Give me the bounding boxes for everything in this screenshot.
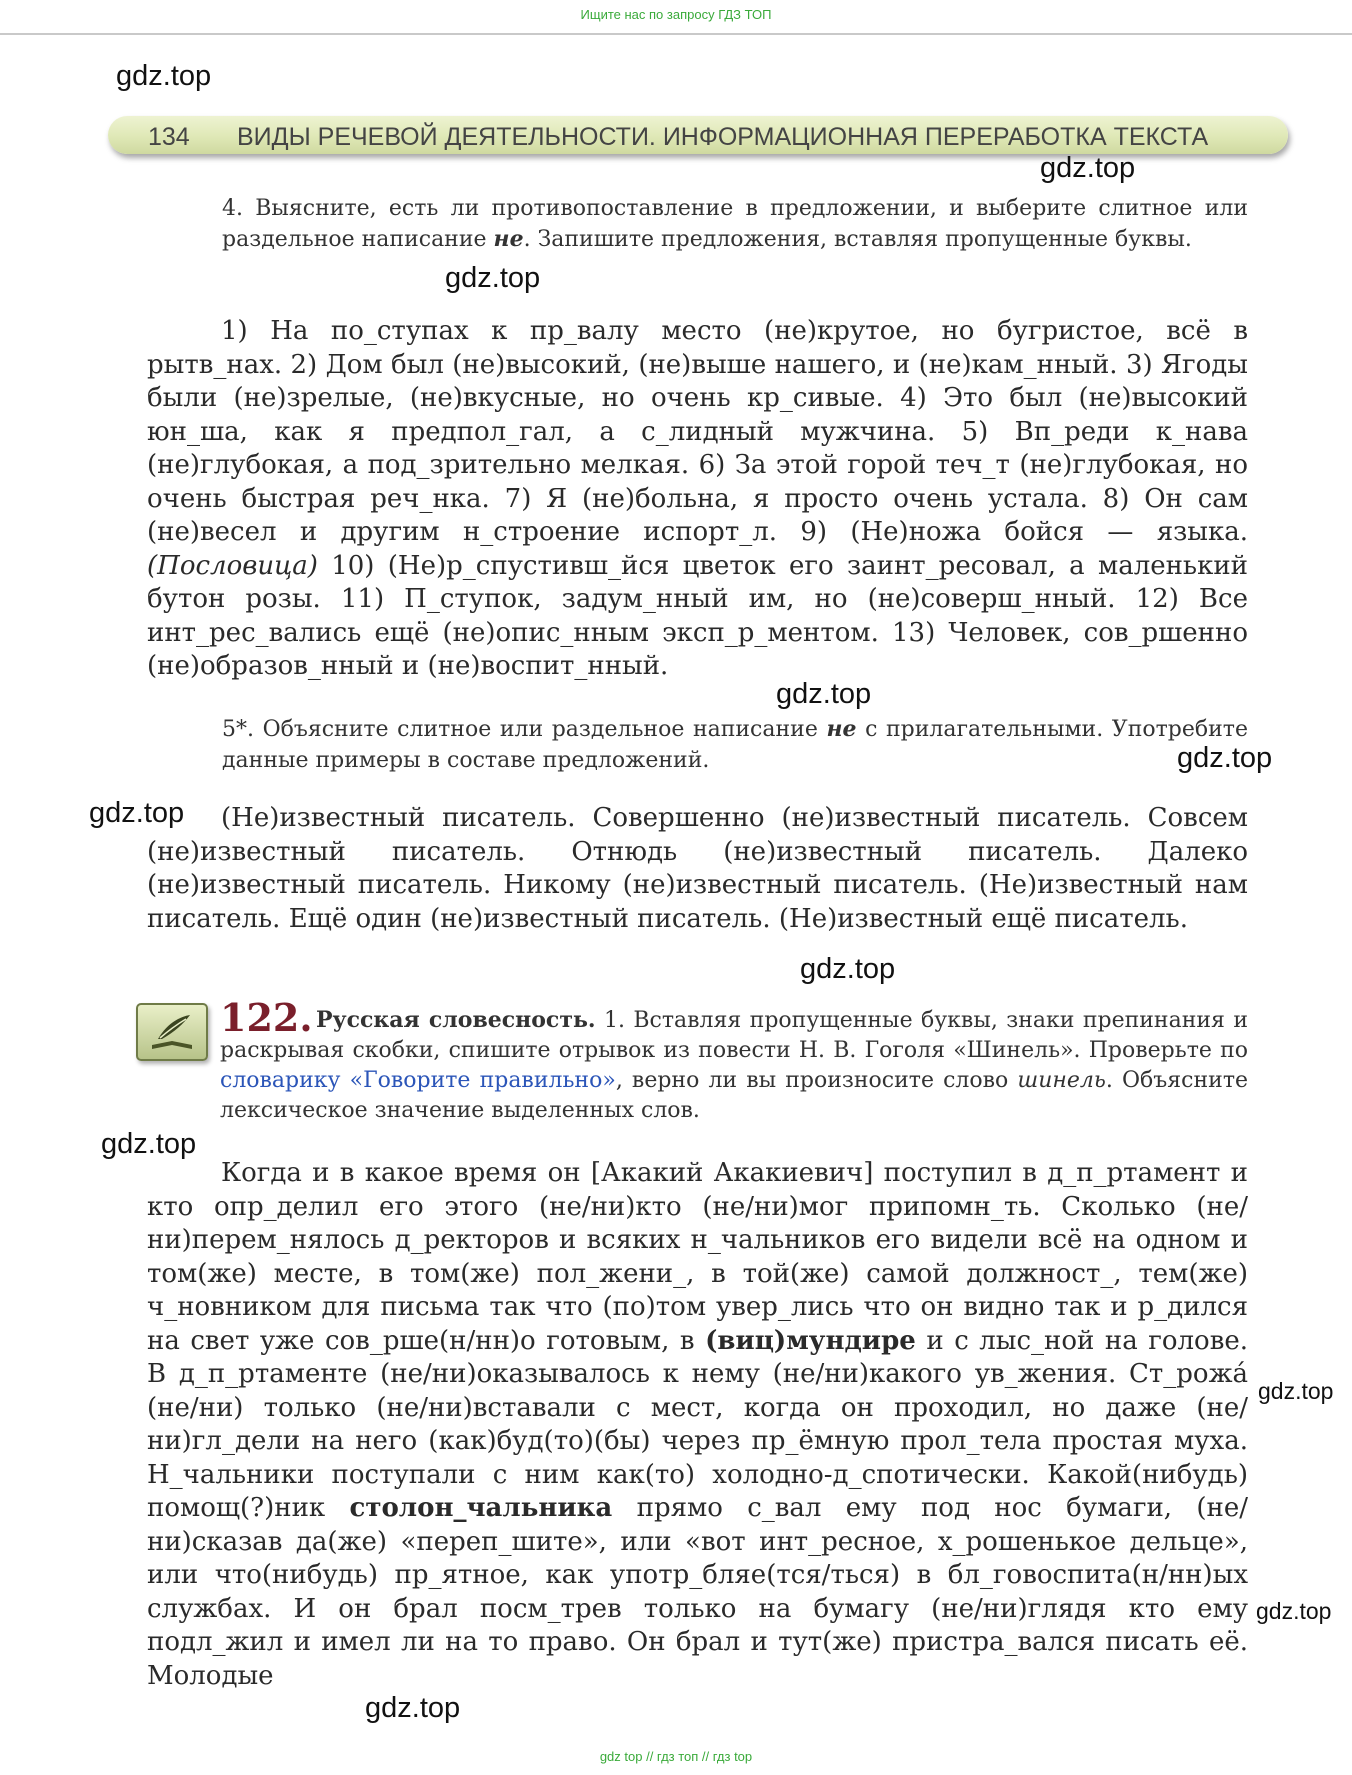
watermark: gdz.top [776, 678, 872, 710]
watermark: gdz.top [1177, 742, 1273, 774]
writing-exercise-icon [136, 1003, 208, 1061]
word-shinel: шинель [1017, 1068, 1106, 1093]
exercise-text: 1. Вставляя пропущенные буквы, знаки препинания и раскрывая скобки, спишите отрывок из повести Н. В. Гоголя «Шинель». Проверьте по [220, 1008, 1248, 1063]
page-number: 134 [148, 123, 190, 151]
task-4-text: 4. Выясните, есть ли противопоставление в предложении, и выберите слитное или раздельное написание [222, 196, 1248, 252]
top-banner-text: Ищите нас по запросу ГДЗ ТОП [580, 7, 772, 22]
watermark: gdz.top [445, 262, 541, 294]
chapter-title: ВИДЫ РЕЧЕВОЙ ДЕЯТЕЛЬНОСТИ. ИНФОРМАЦИОННАЯ ПЕРЕРАБОТКА ТЕКСТА [237, 123, 1209, 151]
task-4-sentences [147, 315, 1248, 684]
proverb-source: (Пословица) [147, 550, 318, 581]
watermark: gdz.top [89, 797, 185, 829]
watermark: gdz.top [1258, 1378, 1334, 1404]
highlighted-word-stolonachalnik: столон_чальника [349, 1493, 613, 1523]
watermark: gdz.top [365, 1692, 461, 1724]
task-5-examples: (Не)известный писатель. Совершенно (не)известный писатель. Совсем (не)известный писатель. Отнюдь (не)известный писатель. Далеко (не)известный писатель. Никому (не)известный писатель. (Не)известный нам писатель. Ещё один (не)известный писатель. (Не)известный ещё писатель. [147, 803, 1248, 934]
footer-links: gdz top // гдз топ // гдз top [599, 1749, 753, 1764]
sentences-part-2: 10) (Не)р_спустивш_йся цветок его заинт_ресовал, а маленький бутон розы. 11) П_ступок, задум_нный им, но (не)соверш_нный. 12) Все инт_рес_вались ещё (не)опис_нным эксп_р_ментом. 13) Человек, сов_ршенно (не)образов_нный и (не)воспит_нный. [147, 550, 1248, 681]
exercise-subject: Русская словесность. [316, 1007, 596, 1033]
watermark: gdz.top [1040, 152, 1136, 184]
task-4-text-end: . Запишите предложения, вставляя пропущенные буквы. [523, 227, 1192, 252]
particle-ne: не [493, 226, 524, 252]
watermark: gdz.top [116, 60, 212, 92]
task-5-instruction [222, 714, 1248, 776]
watermark: gdz.top [1256, 1598, 1332, 1624]
excerpt-part-2: и с лыс_ной на голове. В д_п_ртаменте (не/ни)оказывалось к нему (не/ни)какого ув_жения. Ст_рожа́ (не/ни) только (не/ни)вставали с мест, когда он проходил, но даже (не/ни)гл_дели на него (как)буд(то)(бы) через пр_ёмную прол_тела простая муха. Н_чальники поступали с ним как(то) холодно-д_спотически. Какой(нибудь) помощ(?)ник [147, 1325, 1248, 1523]
task-5-text-end: с прилагательными. Употребите данные примеры в составе предложений. [222, 717, 1248, 773]
excerpt-part-1: Когда и в какое время он [Акакий Акакиевич] поступил в д_п_ртамент и кто опр_делил его этого (не/ни)кто (не/ни)мог припомн_ть. Сколько (не/ни)перем_нялось д_ректоров и всяких н_чальников его видели всё на одном и том(же) месте, в том(же) пол_жени_, в той(же) самой должност_, тем(же) ч_новником для письма так что (по)том увер_лись что он видно так и р_дился на свет уже сов_рше(н/нн)о готовым, в [147, 1158, 1248, 1356]
dictionary-link[interactable]: словарику «Говорите правильно» [220, 1068, 616, 1093]
particle-ne: не [826, 716, 857, 742]
exercise-text-2: , верно ли вы произносите слово [615, 1068, 1018, 1093]
exercise-instruction [220, 1005, 1248, 1126]
gogol-excerpt [147, 1157, 1248, 1693]
excerpt-part-3: прямо с_вал ему под нос бумаги, (не/ни)сказав да(же) «переп_шите», или «вот инт_ресное, х_рошенькое дельце», или что(нибудь) пр_ятное, как употр_бляе(тся/ться) в бл_говоспита(н/нн)ых службах. И он брал посм_трев только на бумагу (не/ни)глядя кто ему подл_жил и имел ли на то право. Он брал и тут(же) пристра_вался писать её. Молодые [147, 1493, 1248, 1691]
task-5-text: 5*. Объясните слитное или раздельное написание [222, 717, 827, 742]
exercise-text-3: . Объясните лексическое значение выделенных слов. [220, 1068, 1249, 1123]
exercise-number: 122. [220, 995, 313, 1040]
watermark: gdz.top [800, 953, 896, 985]
top-banner [0, 0, 1352, 35]
watermark: gdz.top [101, 1128, 197, 1160]
highlighted-word-vicmundir: (виц)мундире [705, 1325, 916, 1356]
sentences-part-1: 1) На по_ступах к пр_валу место (не)крутое, но бугристое, всё в рытв_нах. 2) Дом был (не)высокий, (не)выше нашего, и (не)кам_нный. 3) Ягоды были (не)зрелые, (не)вкусные, но очень кр_сивые. 4) Это был (не)высокий юн_ша, как я предпол_гал, а с_лидный мужчина. 5) Вп_реди к_нава (не)глубокая, а под_зрительно мелкая. 6) За этой горой теч_т (не)глубокая, но очень быстрая реч_нка. 7) Я (не)больна, я просто очень устала. 8) Он сам (не)весел и другим н_строение испорт_л. 9) (Не)ножа бойся — языка. [147, 316, 1248, 547]
task-4-instruction [222, 193, 1248, 255]
